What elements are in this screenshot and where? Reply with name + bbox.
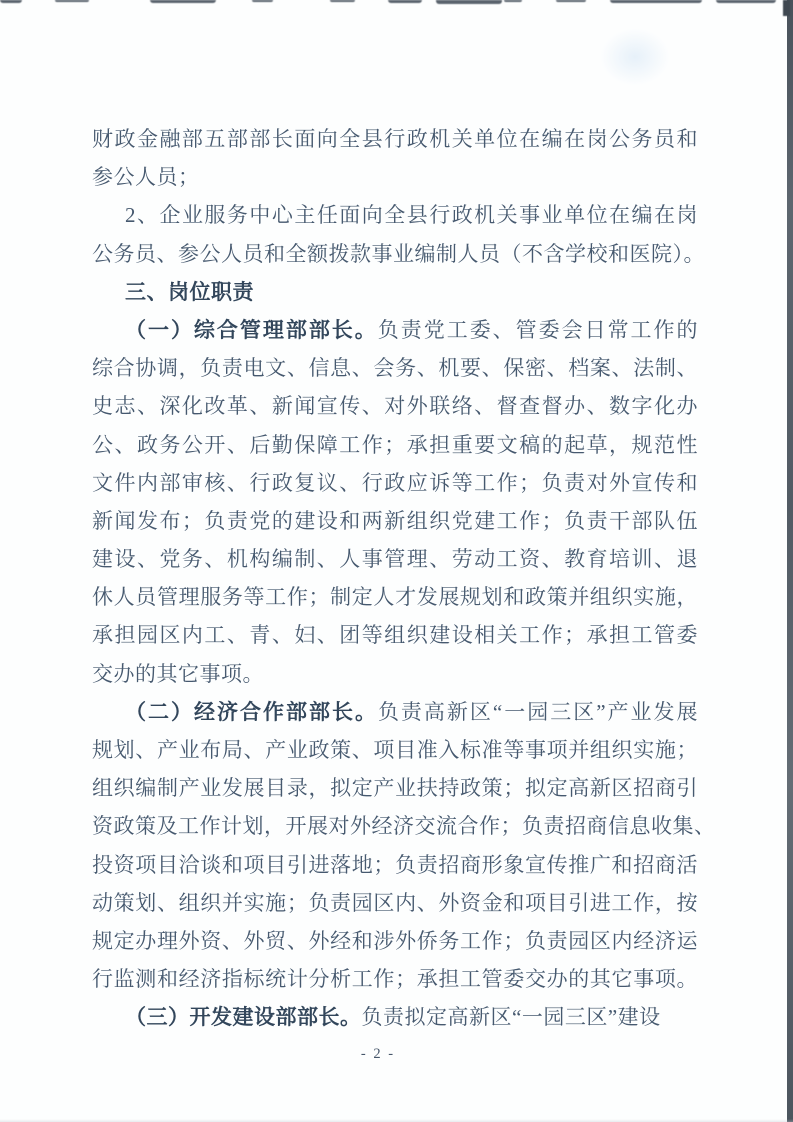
- line-text: 史志、深化改革、新闻宣传、对外联络、督查督办、数字化办: [92, 394, 698, 419]
- text-line: [92, 578, 698, 616]
- text-line: [92, 922, 698, 960]
- text-line: [92, 235, 705, 273]
- scan-edge-segment: [556, 0, 586, 2]
- text-line: [92, 693, 698, 731]
- line-text: 综合协调，负责电文、信息、会务、机要、保密、档案、法制、: [92, 356, 698, 381]
- scan-edge-segment: [0, 0, 22, 3]
- line-text: 负责高新区“一园三区”产业发展: [377, 699, 698, 724]
- section-heading: （一）综合管理部部长。: [125, 318, 378, 342]
- scan-edge-segment: [252, 0, 273, 2]
- text-line: [92, 387, 698, 425]
- scan-artifact-corner-notch: [783, 0, 790, 16]
- line-text: 组织编制产业发展目录，拟定产业扶持政策；拟定高新区招商引: [92, 776, 698, 801]
- document-body: [92, 120, 716, 1037]
- line-text: 新闻发布；负责党的建设和两新组织党建工作；负责干部队伍: [92, 508, 698, 533]
- line-text: 动策划、组织并实施；负责园区内、外资金和项目引进工作，按: [92, 890, 698, 915]
- scan-edge-segment: [330, 0, 355, 2]
- scan-edge-segment: [716, 0, 776, 3]
- text-line: [92, 846, 698, 884]
- text-line: [92, 273, 698, 311]
- line-text: 公务员、参公人员和全额拨款事业编制人员（不含学校和医院）。: [92, 241, 705, 266]
- line-text: 公、政务公开、后勤保障工作；承担重要文稿的起草，规范性: [92, 432, 698, 457]
- line-text: 建设、党务、机构编制、人事管理、劳动工资、教育培训、退: [92, 547, 698, 572]
- line-text: 负责党工委、管委会日常工作的: [377, 317, 699, 342]
- line-text: 承担园区内工、青、妇、团等组织建设相关工作；承担工管委: [92, 623, 698, 648]
- text-line: [92, 464, 698, 502]
- page-number: - 2 -: [360, 1046, 396, 1062]
- text-line: [92, 540, 698, 578]
- section-heading: （三）开发建设部部长。: [125, 1006, 362, 1030]
- line-text: 资政策及工作计划，开展对外经济交流合作；负责招商信息收集、: [92, 814, 716, 839]
- text-line: [92, 884, 698, 922]
- text-line: [92, 807, 716, 845]
- text-line: [92, 311, 698, 349]
- line-text: 规定办理外资、外贸、外经和涉外侨务工作；负责园区内经济运: [92, 928, 698, 953]
- line-text: 行监测和经济指标统计分析工作；承担工管委交办的其它事项。: [92, 967, 698, 992]
- line-text: 参公人员；: [92, 165, 200, 190]
- line-text: 投资项目洽谈和项目引进落地；负责招商形象宣传推广和招商活: [92, 852, 698, 877]
- text-line: [92, 158, 698, 196]
- section-heading: （二）经济合作部部长。: [125, 700, 378, 724]
- scan-edge-segment: [150, 0, 216, 3]
- text-line: [92, 655, 698, 693]
- scan-artifact-smudge: [600, 28, 670, 86]
- line-text: 规划、产业布局、产业政策、项目准入标准等事项并组织实施；: [92, 738, 698, 762]
- text-line: [92, 769, 698, 807]
- line-text: 财政金融部五部部长面向全县行政机关单位在编在岗公务员和: [92, 127, 698, 151]
- text-line: [92, 960, 698, 998]
- line-text: 交办的其它事项。: [92, 661, 264, 686]
- text-line: [92, 196, 698, 234]
- text-line: [92, 998, 698, 1036]
- text-line: [92, 120, 698, 158]
- scan-edge-segment: [388, 0, 422, 3]
- text-line: [92, 616, 698, 654]
- text-line: [92, 502, 698, 540]
- section-heading: 三、岗位职责: [125, 280, 254, 304]
- scan-edge-segment: [55, 0, 89, 2]
- scan-edge-segment: [436, 0, 502, 4]
- text-line: [92, 349, 698, 387]
- scan-artifact-right-edge: [787, 0, 793, 1122]
- line-text: 2、企业服务中心主任面向全县行政机关事业单位在编在岗: [125, 203, 698, 228]
- line-text: 休人员管理服务等工作；制定人才发展规划和政策并组织实施，: [92, 585, 698, 610]
- text-line: [92, 426, 698, 464]
- scan-edge-segment: [504, 0, 522, 2]
- scan-edge-segment: [610, 0, 702, 3]
- line-text: 负责拟定高新区“一园三区”建设: [361, 1005, 661, 1030]
- text-line: [92, 731, 698, 769]
- line-text: 文件内部审核、行政复议、行政应诉等工作；负责对外宣传和: [92, 470, 698, 495]
